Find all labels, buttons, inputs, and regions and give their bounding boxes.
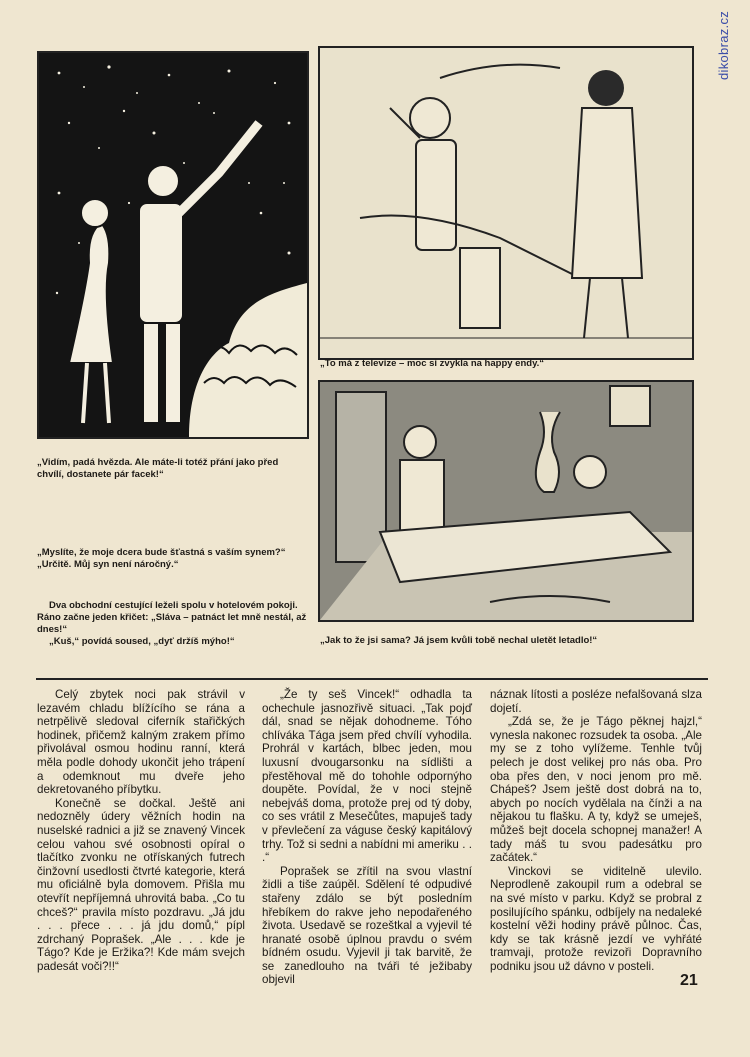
section-divider — [36, 678, 708, 680]
page-number: 21 — [680, 972, 698, 989]
cartoon-stargazing — [37, 51, 309, 439]
cartoon-spanking-caption: „To má z televize – moc si zvykla na happy endy.“ — [320, 358, 545, 369]
cartoon-stargazing-caption: „Vidím, padá hvězda. Ale máte-li totéž přání jako před chvílí, dostanete pár facek!“ — [37, 457, 279, 480]
watermark-text: dikobraz.cz — [716, 10, 731, 80]
article-column-2 — [262, 688, 472, 987]
article-paragraph: Celý zbytek noci pak strávil v lezavém chladu blížícího se rána a netrpělivě sledoval ciferník stařičkých hodinek, přičemž kalným zrakem přímo přivolával osmou hodinu ranní, která měla podle dohody ukončit jeho trápení a odemknout mu dveře jeho dekretovaného příbytku. — [37, 688, 245, 797]
cartoon-bedroom-caption: „Jak to že jsi sama? Já jsem kvůli tobě nechal uletět letadlo!“ — [320, 635, 598, 646]
cartoon-spanking — [318, 46, 694, 360]
article-paragraph: Konečně se dočkal. Ještě ani nedozněly údery věžních hodin na nuselské radnici a již se znavený Vincek celou vahou své osobnosti opíral o tlačítko zvonku ne otřískaných futrech činžovní usedlosti čtvrté kategorie, která mu oficiálně byla domovem. Přišla mu otevřít nepříjemná uhrovitá baba. „Co tu chceš?“ pravila místo pozdravu. „Já jdu . . . přece . . . já jdu domů,“ pípl zdrchaný Poprašek. „Ale . . . kde je Tágo? Kde je Eržika?! Kde mám svejch padesát voči?!!“ — [37, 796, 245, 973]
joke-daughter-question: „Myslíte, že moje dcera bude šťastná s vaším synem?“ — [37, 547, 286, 558]
joke-daughter — [37, 547, 309, 571]
joke-salesmen — [37, 600, 309, 648]
article-paragraph: „Zdá se, že je Tágo pěknej hajzl,“ vynesla nakonec rozsudek ta osoba. „Ale my se z toho vylížeme. Tenhle tvůj pelech je dost velikej pro nás oba. Pro oba přes den, v noci jenom pro mě. Chápeš? Jsem ještě dost dobrá na to, abych po nocích vydělala na čínži a na nějakou tu flašku. A ty, když se umeješ, můžeš bejt docela schopnej manažer! A tady máš tu svou padesátku pro začátek.“ — [490, 715, 702, 865]
joke-salesmen-punchline: „Kuš,“ povídá soused, „dyť držíš mýho!“ — [49, 636, 235, 647]
cartoon-bedroom — [318, 380, 694, 622]
cartoon-bedroom-drawing — [320, 382, 692, 620]
article-column-3 — [490, 688, 702, 973]
article-paragraph: „Že ty seš Vincek!“ odhadla ta ochechule jasnozřivě situaci. „Tak pojď dál, snad se nějak dohodneme. Tóho chlíváka Tága jsem před chvílí vyhodila. Prohrál v kartách, blbec jeden, mou luxusní dvougarsonku na sídlišti a přestěhoval mě do tohohle odpornýho doupěte. Povídal, že v noci stejně nebejváš doma, protože prej od tý doby, co ses vrátil z Mesečůtes, mapuješ tady v převlečení za váguse český kapitálový trhy. Tož si sedni a nabídni mi ameriku . . .“ — [262, 688, 472, 865]
cartoon-spanking-drawing — [320, 48, 692, 358]
joke-daughter-answer: „Určitě. Můj syn není náročný.“ — [37, 559, 179, 570]
article-column-1 — [37, 688, 245, 973]
watermark — [716, 10, 742, 140]
joke-salesmen-setup: Dva obchodní cestující leželi spolu v hotelovém pokoji. Ráno začne jeden křičet: „Sláva – patnáct let mně nestál, až dnes!“ — [37, 600, 307, 635]
article-paragraph: Poprašek se zřítil na svou vlastní židli a tiše zaúpěl. Sdělení té odpudivé stařeny zdálo se být posledním hřebíkem do rakve jeho nepodařeného života. Usedavě se rozeštkal a vyjevil té hranaté osobě úplnou pravdu o svém bídném osudu. Vyjevil ji tak barvitě, že se zanedlouho na tváři té ježibaby objevil — [262, 864, 472, 987]
article-paragraph: Vinckovi se viditelně ulevilo. Neprodleně zakoupil rum a odebral se na své místo v parku. Když se probral z posilujícího spánku, odbíjely na nedaleké kostelní věži hodiny právě půlnoc. Čas, kdy se tak krásně jezdí ve vyhřáté tramvaji, protože revizoři Dopravního podniku jsou už dávno v posteli. — [490, 864, 702, 973]
cartoon-stargazing-drawing — [39, 53, 307, 437]
article-paragraph: náznak lítosti a posléze nefalšovaná slza dojetí. — [490, 688, 702, 715]
